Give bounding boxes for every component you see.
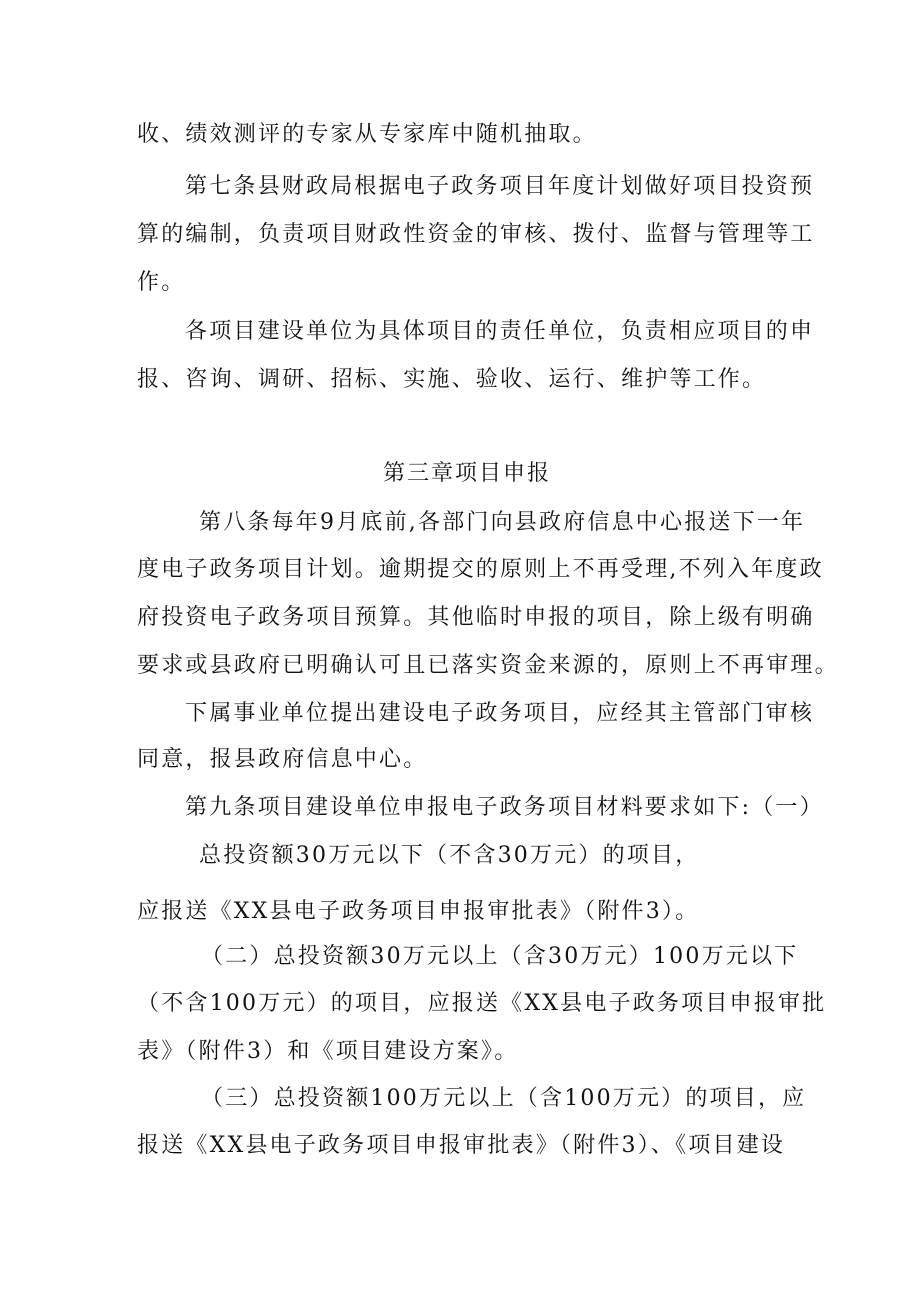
chapter-heading: 第三章项目申报 — [383, 461, 552, 486]
paragraph-line: 第八条每年9月底前,各部门向县政府信息中心报送下一年 — [199, 510, 806, 535]
paragraph-line: 同意，报县政府信息中心。 — [137, 747, 428, 772]
paragraph-line: 要求或县政府已明确认可且已落实资金来源的，原则上不再审理。 — [137, 653, 839, 678]
paragraph-line: （三）总投资额100万元以上（含100万元）的项目，应 — [201, 1086, 807, 1111]
paragraph-line: 度电子政务项目计划。逾期提交的原则上不再受理,不列入年度政 — [137, 557, 824, 582]
paragraph-line: 第七条县财政局根据电子政务项目年度计划做好项目投资预 — [185, 174, 815, 199]
paragraph-line: 府投资电子政务项目预算。其他临时申报的项目，除上级有明确 — [137, 605, 815, 630]
paragraph-line: 报送《XX县电子政务项目申报审批表》（附件3）、《项目建设 — [137, 1133, 786, 1158]
paragraph-line: 表》（附件3）和《项目建设方案》。 — [137, 1039, 519, 1064]
paragraph-line: （二）总投资额30万元以上（含30万元）100万元以下 — [201, 944, 799, 969]
paragraph-line: 报、咨询、调研、招标、实施、验收、运行、维护等工作。 — [137, 367, 767, 392]
paragraph-line: 下属事业单位提出建设电子政务项目，应经其主管部门审核 — [185, 701, 815, 726]
paragraph-line: 作。 — [137, 270, 186, 295]
paragraph-line: 应报送《XX县电子政务项目申报审批表》（附件3）。 — [137, 899, 700, 924]
paragraph-line: 总投资额30万元以下（不含30万元）的项目， — [199, 843, 700, 868]
paragraph-line: 各项目建设单位为具体项目的责任单位，负责相应项目的申 — [185, 319, 815, 344]
paragraph-line: （不含100万元）的项目，应报送《XX县电子政务项目申报审批 — [137, 991, 827, 1016]
paragraph-line: 第九条项目建设单位申报电子政务项目材料要求如下:（一） — [185, 795, 824, 820]
paragraph-line: 收、绩效测评的专家从专家库中随机抽取。 — [137, 122, 597, 147]
paragraph-line: 算的编制，负责项目财政性资金的审核、拨付、监督与管理等工 — [137, 222, 815, 247]
